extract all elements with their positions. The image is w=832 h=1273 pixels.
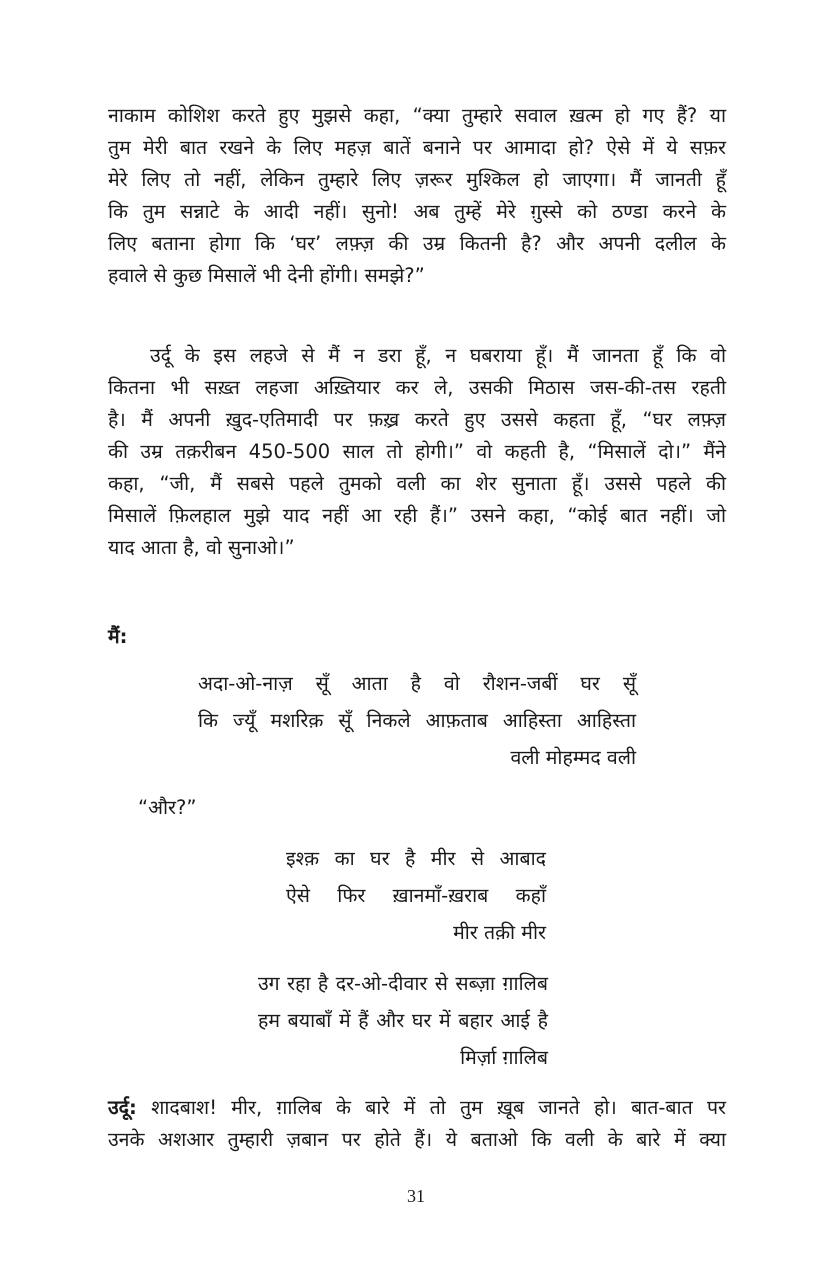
text-line: उनके अशआर तुम्हारी ज़बान पर होते हैं। ये बताओ कि वली के बारे में क्या (108, 1128, 726, 1151)
verse-line: अदा-ओ-नाज़ सूँ आता है वो रौशन-जबीं घर सूँ (198, 672, 636, 695)
paragraph-2 (108, 340, 726, 564)
text-line: की उम्र तक़रीबन 450-500 साल तो होगी।” वो कहती है, “मिसालें दो।” मैंने (108, 440, 726, 463)
paragraph-3 (108, 1092, 726, 1156)
verse-line: ऐसे फिर ख़ानमाँ-ख़राब कहाँ (286, 884, 546, 907)
verse-line: कि ज्यूँ मशरिक़ सूँ निकले आफ़ताब आहिस्ता आहिस्ता (198, 709, 636, 732)
couplet-meer (286, 840, 546, 951)
question-line: “और?” (138, 796, 197, 819)
page-number: 31 (407, 1186, 425, 1206)
text-line: हवाले से कुछ मिसालें भी देनी होंगी। समझे?” (108, 264, 425, 287)
couplet-wali (198, 665, 636, 776)
text-line: नाकाम कोशिश करते हुए मुझसे कहा, “क्या तुम्हारे सवाल ख़त्म हो गए हैं? या (108, 104, 726, 127)
speaker-label-urdu: उर्दू: (108, 1096, 137, 1119)
text-span: शादबाश! मीर, ग़ालिब के बारे में तो तुम ख़ूब जानते हो। बात-बात पर (136, 1096, 726, 1119)
paragraph-1 (108, 100, 726, 292)
text-line: उर्दू के इस लहजे से मैं न डरा हूँ, न घबराया हूँ। मैं जानता हूँ कि वो (150, 344, 726, 367)
couplet-ghalib (258, 965, 548, 1076)
poet-attribution: मिर्ज़ा ग़ालिब (460, 1046, 548, 1069)
text-line: है। मैं अपनी ख़ुद-एतिमादी पर फ़ख़्र करते हुए उससे कहता हूँ, “घर लफ़्ज़ (108, 408, 726, 431)
text-line: कि तुम सन्नाटे के आदी नहीं। सुनो! अब तुम्हें मेरे ग़ुस्से को ठण्डा करने के (108, 200, 726, 223)
poet-attribution: वली मोहम्मद वली (510, 746, 636, 769)
text-line: तुम मेरी बात रखने के लिए महज़ बातें बनाने पर आमादा हो? ऐसे में ये सफ़र (108, 136, 726, 159)
text-line: मेरे लिए तो नहीं, लेकिन तुम्हारे लिए ज़रूर मुश्किल हो जाएगा। मैं जानती हूँ (108, 168, 726, 191)
text-line: कितना भी सख़्त लहजा अख़्तियार कर ले, उसकी मिठास जस-की-तस रहती (108, 376, 726, 399)
verse-line: हम बयाबाँ में हैं और घर में बहार आई है (258, 1009, 548, 1032)
verse-line: इश्क़ का घर है मीर से आबाद (286, 847, 546, 870)
verse-line: उग रहा है दर-ओ-दीवार से सब्ज़ा ग़ालिब (258, 972, 548, 995)
text-line: कहा, “जी, मैं सबसे पहले तुमको वली का शेर सुनाता हूँ। उससे पहले की (108, 472, 726, 495)
text-line: लिए बताना होगा कि ‘घर’ लफ़्ज़ की उम्र कितनी है? और अपनी दलील के (108, 232, 726, 255)
text-line (108, 1092, 726, 1124)
speaker-label-main: मैं: (108, 625, 128, 648)
text-line: याद आता है, वो सुनाओ।” (108, 536, 295, 559)
poet-attribution: मीर तक़ी मीर (453, 921, 546, 944)
text-line: मिसालें फ़िलहाल मुझे याद नहीं आ रही हैं।” उसने कहा, “कोई बात नहीं। जो (108, 504, 726, 527)
